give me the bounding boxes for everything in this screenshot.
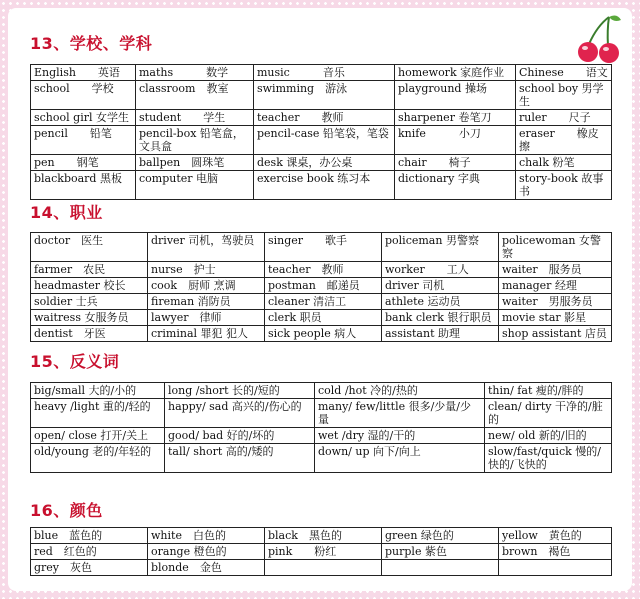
vocab-cell: ballpen 圆珠笔	[136, 155, 254, 171]
vocab-cell	[382, 560, 499, 576]
section-16-table	[30, 527, 612, 576]
vocab-cell: nurse 护士	[148, 262, 265, 278]
vocab-cell: waitress 女服务员	[31, 310, 148, 326]
table-row	[31, 294, 612, 310]
vocab-cell: computer 电脑	[136, 171, 254, 200]
vocab-cell: athlete 运动员	[382, 294, 499, 310]
vocab-cell: criminal 罪犯 犯人	[148, 326, 265, 342]
vocab-cell: worker 工人	[382, 262, 499, 278]
vocab-cell: tall/ short 高的/矮的	[165, 444, 315, 473]
vocab-cell: English 英语	[31, 65, 136, 81]
section-15-table-body	[31, 383, 612, 473]
table-row	[31, 155, 612, 171]
vocab-cell: lawyer 律师	[148, 310, 265, 326]
vocab-cell: cold /hot 冷的/热的	[315, 383, 485, 399]
table-row	[31, 544, 612, 560]
table-row	[31, 428, 612, 444]
vocab-cell: soldier 士兵	[31, 294, 148, 310]
vocab-cell: headmaster 校长	[31, 278, 148, 294]
table-row	[31, 528, 612, 544]
table-row	[31, 65, 612, 81]
vocab-cell: driver 司机	[382, 278, 499, 294]
section-15-table	[30, 382, 612, 473]
vocab-cell: exercise book 练习本	[254, 171, 395, 200]
vocab-cell: policewoman 女警察	[499, 233, 612, 262]
table-row	[31, 399, 612, 428]
vocab-cell: blonde 金色	[148, 560, 265, 576]
vocab-cell: heavy /light 重的/轻的	[31, 399, 165, 428]
table-row	[31, 126, 612, 155]
vocab-cell: singer 歌手	[265, 233, 382, 262]
vocab-cell: green 绿色的	[382, 528, 499, 544]
vocab-cell: ruler 尺子	[516, 110, 612, 126]
table-row	[31, 278, 612, 294]
vocab-cell: maths 数学	[136, 65, 254, 81]
vocab-cell	[265, 560, 382, 576]
section-16-table-body	[31, 528, 612, 576]
vocab-cell: pencil-box 铅笔盒，文具盒	[136, 126, 254, 155]
vocab-cell: down/ up 向下/向上	[315, 444, 485, 473]
vocab-cell: farmer 农民	[31, 262, 148, 278]
vocab-cell: movie star 影星	[499, 310, 612, 326]
vocab-cell: bank clerk 银行职员	[382, 310, 499, 326]
vocab-cell: teacher 教师	[265, 262, 382, 278]
vocab-cell: eraser 橡皮擦	[516, 126, 612, 155]
vocab-cell: manager 经理	[499, 278, 612, 294]
vocab-cell: new/ old 新的/旧的	[485, 428, 612, 444]
vocab-cell: brown 褐色	[499, 544, 612, 560]
vocab-cell: dentist 牙医	[31, 326, 148, 342]
section-15-heading: 15、反义词	[30, 352, 120, 371]
section-13-table	[30, 64, 612, 200]
vocab-cell: chair 椅子	[395, 155, 516, 171]
vocab-cell: homework 家庭作业	[395, 65, 516, 81]
section-14-table-body	[31, 233, 612, 342]
vocab-cell: clerk 职员	[265, 310, 382, 326]
vocab-cell: swimming 游泳	[254, 81, 395, 110]
vocab-cell: black 黑色的	[265, 528, 382, 544]
vocab-cell: chalk 粉笔	[516, 155, 612, 171]
vocab-cell: happy/ sad 高兴的/伤心的	[165, 399, 315, 428]
vocab-cell: many/ few/little 很多/少量/少量	[315, 399, 485, 428]
table-row	[31, 444, 612, 473]
vocab-cell: teacher 教师	[254, 110, 395, 126]
table-row	[31, 110, 612, 126]
section-14-table	[30, 232, 612, 342]
vocab-cell: sick people 病人	[265, 326, 382, 342]
vocab-cell: grey 灰色	[31, 560, 148, 576]
vocab-cell: Chinese 语文	[516, 65, 612, 81]
vocab-cell: desk 课桌，办公桌	[254, 155, 395, 171]
vocab-cell: blue 蓝色的	[31, 528, 148, 544]
vocab-cell: wet /dry 湿的/干的	[315, 428, 485, 444]
vocab-cell: story-book 故事书	[516, 171, 612, 200]
vocab-cell: long /short 长的/短的	[165, 383, 315, 399]
vocab-cell: student 学生	[136, 110, 254, 126]
vocab-cell: cleaner 清洁工	[265, 294, 382, 310]
vocab-cell: purple 紫色	[382, 544, 499, 560]
vocab-cell: yellow 黄色的	[499, 528, 612, 544]
vocab-cell: postman 邮递员	[265, 278, 382, 294]
vocab-cell: doctor 医生	[31, 233, 148, 262]
vocab-cell: pencil-case 铅笔袋，笔袋	[254, 126, 395, 155]
vocab-cell: thin/ fat 瘦的/胖的	[485, 383, 612, 399]
vocab-cell: driver 司机，驾驶员	[148, 233, 265, 262]
vocab-cell: orange 橙色的	[148, 544, 265, 560]
vocab-cell: school 学校	[31, 81, 136, 110]
table-row	[31, 560, 612, 576]
table-row	[31, 310, 612, 326]
vocab-cell: clean/ dirty 干净的/脏的	[485, 399, 612, 428]
vocab-cell: knife 小刀	[395, 126, 516, 155]
vocab-cell: open/ close 打开/关上	[31, 428, 165, 444]
vocab-cell: fireman 消防员	[148, 294, 265, 310]
vocab-cell: good/ bad 好的/坏的	[165, 428, 315, 444]
section-14-heading: 14、职业	[30, 203, 103, 222]
section-13-heading: 13、学校、学科	[30, 34, 153, 53]
cherry-icon	[575, 14, 623, 64]
vocab-cell: white 白色的	[148, 528, 265, 544]
vocab-cell: music 音乐	[254, 65, 395, 81]
table-row	[31, 171, 612, 200]
vocab-cell: policeman 男警察	[382, 233, 499, 262]
table-row	[31, 81, 612, 110]
vocab-cell: school boy 男学生	[516, 81, 612, 110]
vocab-cell: old/young 老的/年轻的	[31, 444, 165, 473]
vocab-cell: assistant 助理	[382, 326, 499, 342]
vocab-cell: waiter 男服务员	[499, 294, 612, 310]
vocab-cell: pen 钢笔	[31, 155, 136, 171]
vocab-cell: pink 粉红	[265, 544, 382, 560]
vocab-cell: cook 厨师 烹调	[148, 278, 265, 294]
vocab-cell	[499, 560, 612, 576]
table-row	[31, 233, 612, 262]
vocab-cell: sharpener 卷笔刀	[395, 110, 516, 126]
vocab-cell: shop assistant 店员	[499, 326, 612, 342]
vocab-cell: classroom 教室	[136, 81, 254, 110]
vocab-cell: pencil 铅笔	[31, 126, 136, 155]
vocab-cell: blackboard 黑板	[31, 171, 136, 200]
vocab-cell: slow/fast/quick 慢的/快的/飞快的	[485, 444, 612, 473]
table-row	[31, 383, 612, 399]
table-row	[31, 326, 612, 342]
vocab-cell: dictionary 字典	[395, 171, 516, 200]
vocab-cell: playground 操场	[395, 81, 516, 110]
section-16-heading: 16、颜色	[30, 501, 103, 520]
vocab-cell: school girl 女学生	[31, 110, 136, 126]
section-13-table-body	[31, 65, 612, 200]
table-row	[31, 262, 612, 278]
vocab-cell: waiter 服务员	[499, 262, 612, 278]
vocab-cell: big/small 大的/小的	[31, 383, 165, 399]
vocab-cell: red 红色的	[31, 544, 148, 560]
